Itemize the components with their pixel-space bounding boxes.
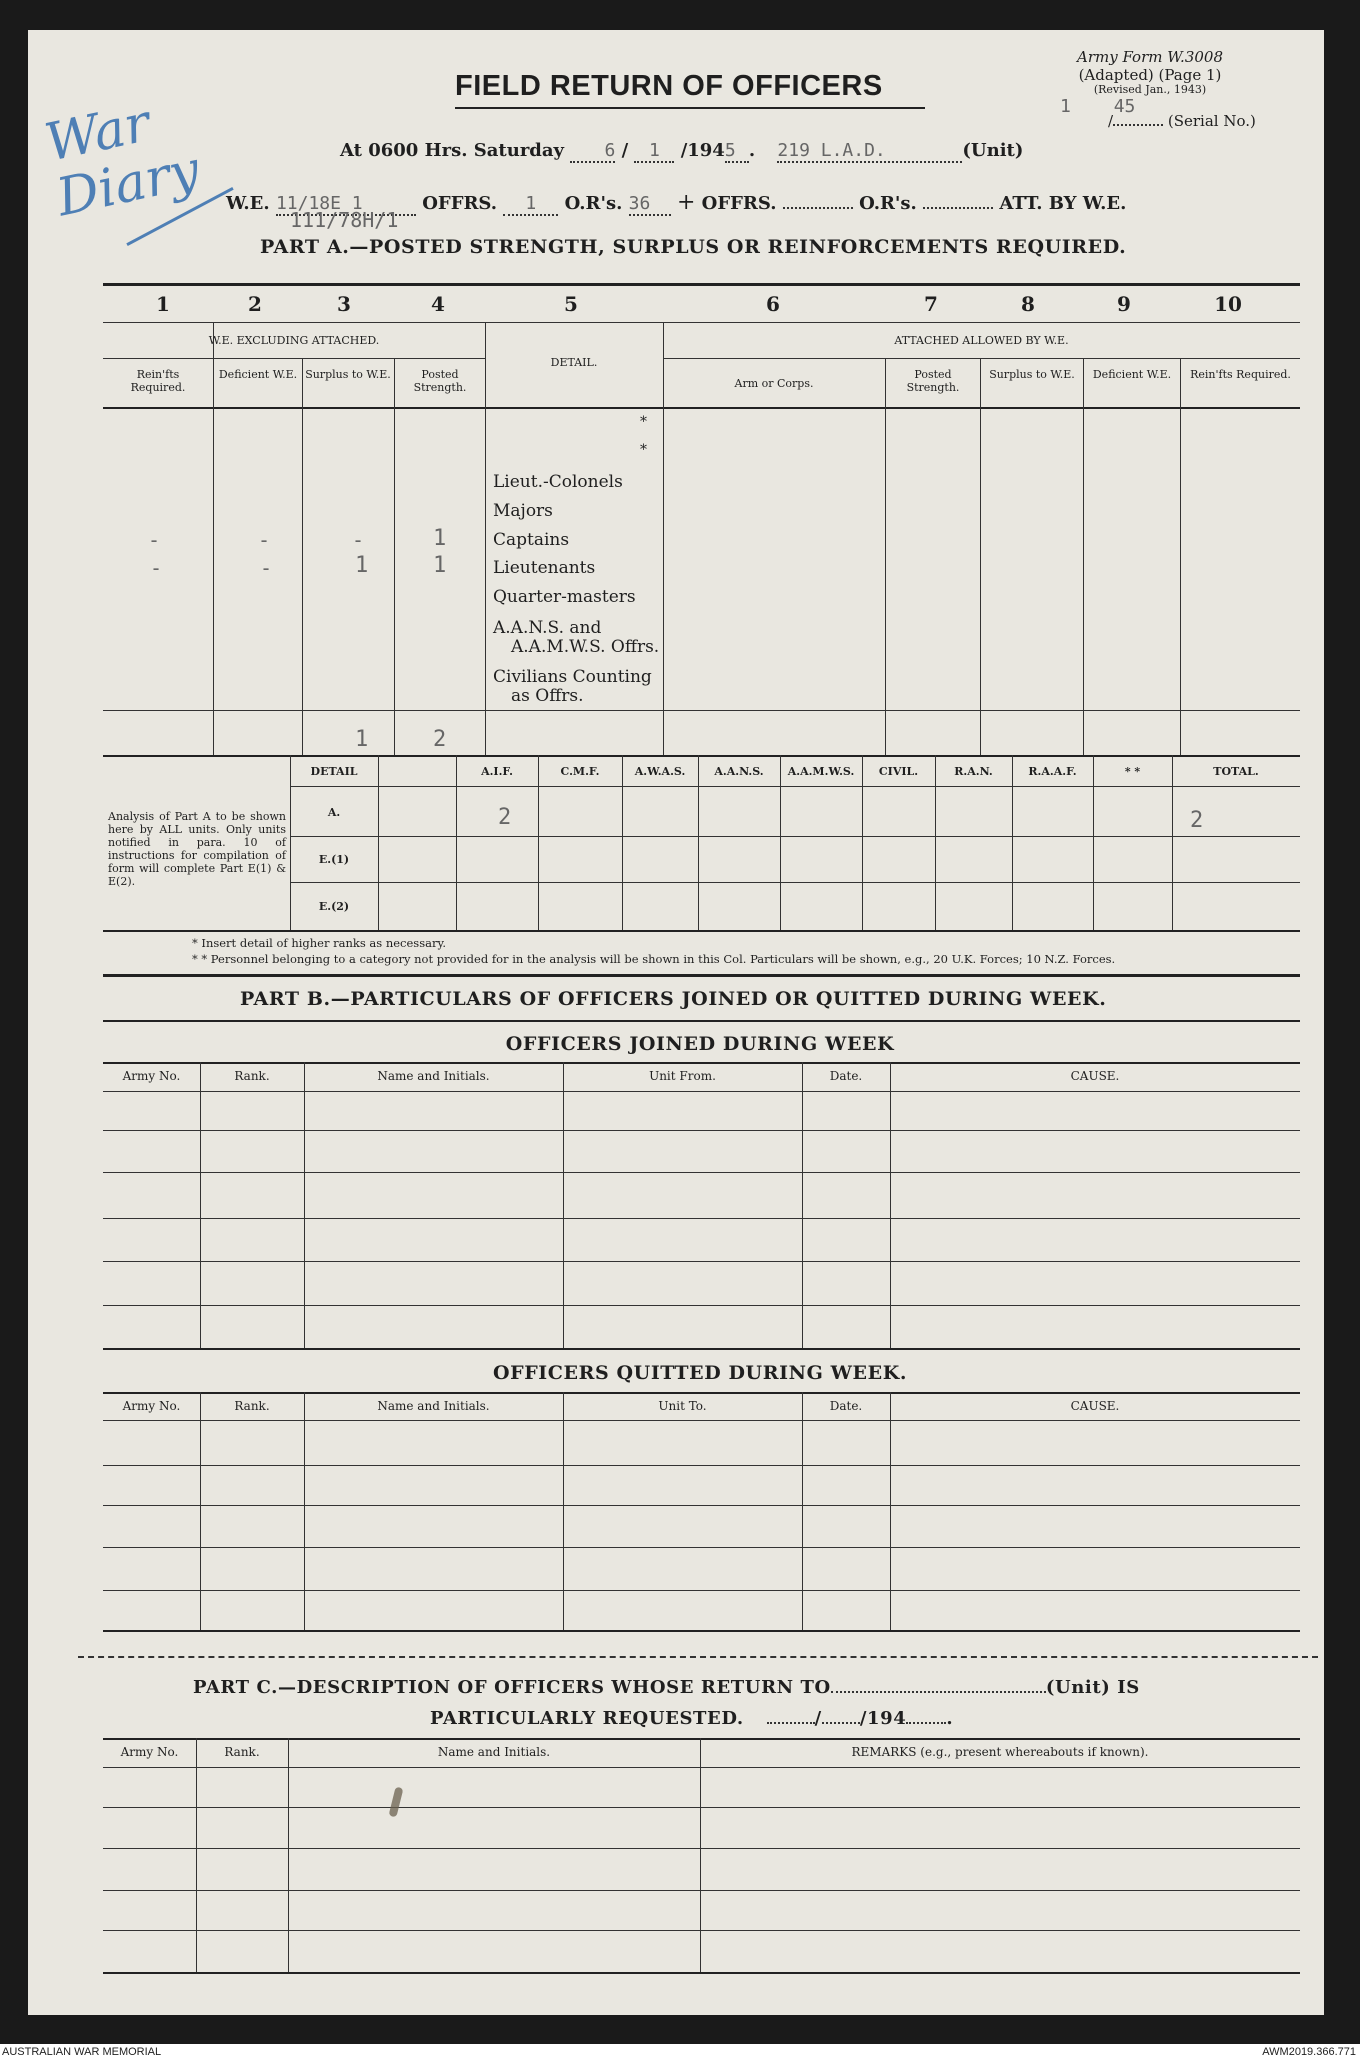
col-header: Deficient W.E. [1092,368,1172,381]
part-c-title-line2: PARTICULARLY REQUESTED. / /194 . [430,1708,954,1729]
rule [200,1062,201,1348]
rule [103,1890,1300,1891]
total-a-value: 2 [1190,808,1204,833]
analysis-row-label: E.(1) [318,853,350,866]
we-line: W.E. 11/18E 1 OFFRS. 1 O.R's. 36 + OFFRS. O.R's. ATT. BY W.E. [226,190,1127,215]
rule [622,755,623,930]
rule [103,1130,1300,1131]
serial-label: / (Serial No.) [1108,112,1256,130]
rule [103,1930,1300,1931]
rule [698,755,699,930]
partc-header-remarks: REMARKS (e.g., present whereabouts if known). [851,1745,1149,1759]
rule [563,1392,564,1630]
we-excluding-header: W.E. EXCLUDING ATTACHED. [208,334,380,347]
col-number: 9 [1117,292,1131,316]
col-header: Surplus to W.E. [305,368,391,381]
dashed-separator [78,1656,1318,1658]
rule [394,358,395,755]
col-header: Deficient W.E. [218,368,298,381]
rule [302,358,303,755]
joined-header-date: Date. [829,1069,863,1083]
rule [663,358,1300,359]
rule [103,1807,1300,1808]
rule [103,1392,1300,1394]
footnote-2: * * Personnel belonging to a category not provided for in the analysis will be shown in this Col. Particulars will be shown, e.g., 20 U.K. Forces; 10 N.Z. Forces. [192,952,1116,966]
rule [213,322,214,755]
footer-left: AUSTRALIAN WAR MEMORIAL [2,2046,162,2058]
rank-lieutenants: Lieutenants [493,558,596,578]
rule [103,1848,1300,1849]
star-mark: * [640,414,647,430]
title-underline [455,107,925,109]
analysis-header: * * [1124,765,1141,778]
total-posted: 2 [433,727,447,752]
lieutenants-surplus: 1 [355,553,369,578]
analysis-header: R.A.N. [954,765,993,778]
col-number: 2 [248,292,262,316]
col-number: 3 [337,292,351,316]
rule [103,1020,1300,1022]
rule [103,1738,1300,1740]
total-surplus: 1 [355,727,369,752]
analysis-header: DETAIL [310,765,358,778]
lieutenants-deficient: - [260,556,273,580]
partc-header-rank: Rank. [224,1745,260,1759]
part-c-title-line1: PART C.—DESCRIPTION OF OFFICERS WHOSE RETURN TO (Unit) IS [193,1677,1140,1698]
rule [103,1305,1300,1306]
captains-deficient: - [258,528,271,552]
footnote-1: * Insert detail of higher ranks as necessary. [192,936,447,950]
col-number: 6 [766,292,780,316]
rule [1180,358,1181,755]
rule [103,710,1300,711]
quitted-header-date: Date. [829,1399,863,1413]
joined-header-rank: Rank. [234,1069,270,1083]
rule [862,755,863,930]
rule [456,755,457,930]
col-number: 8 [1021,292,1035,316]
part-b-title: PART B.—PARTICULARS OF OFFICERS JOINED OR QUITTED DURING WEEK. [240,988,1107,1010]
analysis-header: A.W.A.S. [634,765,686,778]
analysis-header: TOTAL. [1213,765,1259,778]
rule [103,1590,1300,1591]
analysis-note: Analysis of Part A to be shown here by ALL units. Only units notified in para. 10 of instructions for compilation of form will complete Part E(1) & E(2). [108,810,286,888]
partc-header-name: Name and Initials. [437,1745,551,1759]
rule [304,1392,305,1630]
part-a-title: PART A.—POSTED STRENGTH, SURPLUS OR REINFORCEMENTS REQUIRED. [260,236,1127,258]
footer-right: AWM2019.366.771 [1262,2046,1356,2058]
lieutenants-posted: 1 [433,553,447,578]
col-header: Surplus to W.E. [989,368,1075,381]
form-title: FIELD RETURN OF OFFICERS [455,70,883,102]
quitted-header-name: Name and Initials. [377,1399,490,1413]
rule [103,1218,1300,1219]
col-header: Posted Strength. [906,368,960,394]
rule [103,1348,1300,1350]
col-number: 7 [924,292,938,316]
rule [103,1972,1300,1974]
rule [290,786,1300,787]
rule [103,1172,1300,1173]
rule [1012,755,1013,930]
col-number: 10 [1214,292,1242,316]
analysis-header: C.M.F. [560,765,600,778]
rule [700,1738,701,1972]
rule [103,755,1300,757]
rule [890,1392,891,1630]
army-form-id: Army Form W.3008 (Adapted) (Page 1) (Revised Jan., 1943) [1077,48,1223,96]
aif-a-value: 2 [498,805,512,830]
rule [290,882,1300,883]
rule [103,1261,1300,1262]
captains-posted: 1 [433,526,447,551]
analysis-row-label: A. [327,806,341,819]
col-header: Rein'fts Required. [1190,368,1291,381]
col-header: Rein'fts Required. [130,368,186,394]
rule [288,1738,289,1972]
rule [103,930,1300,932]
we-value-second: 111/78H/1 [290,208,399,232]
analysis-header: R.A.A.F. [1028,765,1077,778]
rule [980,358,981,755]
rule [802,1392,803,1630]
captains-surplus: - [352,528,365,552]
rule [1083,358,1084,755]
quitted-header-army-no: Army No. [122,1399,181,1413]
detail-header: DETAIL. [550,356,598,369]
rank-quarter-masters: Quarter-masters [493,587,636,607]
rank-aans: A.A.N.S. and [493,618,602,638]
analysis-header: A.A.M.W.S. [787,765,855,778]
rank-majors: Majors [493,501,553,521]
rule [890,1062,891,1348]
quitted-header-unit: Unit To. [658,1399,707,1413]
lieutenants-reinfts: - [150,556,163,580]
col-header: Arm or Corps. [734,377,814,390]
rule [290,836,1300,837]
handwritten-war-diary: War Diary [40,93,205,229]
rule [1172,755,1173,930]
footer-strip [0,2044,1360,2061]
star-mark: * [640,442,647,458]
analysis-header: A.I.F. [481,765,513,778]
joined-header-unit: Unit From. [649,1069,716,1083]
col-header: Posted Strength. [413,368,467,394]
rule [885,358,886,755]
serial-number: 1 45 [1060,96,1136,117]
rule [103,1420,1300,1421]
rank-aamws: A.A.M.W.S. Offrs. [511,637,660,657]
rank-civilians-2: as Offrs. [511,686,584,706]
rule [780,755,781,930]
rule [935,755,936,930]
rule [103,1547,1300,1548]
quitted-header-rank: Rank. [234,1399,270,1413]
col-number: 5 [564,292,578,316]
rule [103,1091,1300,1092]
rule [538,755,539,930]
joined-header-name: Name and Initials. [377,1069,490,1083]
analysis-header: A.A.N.S. [714,765,764,778]
rank-lieut-colonels: Lieut.-Colonels [493,472,623,492]
attached-allowed-header: ATTACHED ALLOWED BY W.E. [894,334,1069,347]
rule [563,1062,564,1348]
rule [103,1505,1300,1506]
rank-civilians: Civilians Counting [493,667,652,687]
joined-title: OFFICERS JOINED DURING WEEK [505,1033,895,1055]
col-number: 1 [156,292,170,316]
partc-header-army-no: Army No. [120,1745,179,1759]
rule [103,1767,1300,1768]
rule [103,1630,1300,1632]
rule [103,358,485,359]
rule [103,1465,1300,1466]
analysis-header: CIVIL. [878,765,919,778]
rule [103,407,1300,409]
rule [103,283,1300,286]
quitted-title: OFFICERS QUITTED DURING WEEK. [492,1362,908,1384]
at-hours-line: At 0600 Hrs. Saturday 6 / 1 /1945 . 219 L.A.D. (Unit) [340,140,1024,161]
rule [103,1062,1300,1064]
rule [196,1738,197,1972]
rule [103,974,1300,977]
rule [378,755,379,930]
rank-captains: Captains [493,530,570,550]
analysis-row-label: E.(2) [318,900,350,913]
rule [1093,755,1094,930]
joined-header-army-no: Army No. [122,1069,181,1083]
rule [200,1392,201,1630]
joined-header-cause: CAUSE. [1070,1069,1120,1083]
rule [802,1062,803,1348]
col-number: 4 [431,292,445,316]
captains-reinfts: - [148,528,161,552]
quitted-header-cause: CAUSE. [1070,1399,1120,1413]
rule [304,1062,305,1348]
rule [485,322,486,755]
rule [103,322,1300,323]
